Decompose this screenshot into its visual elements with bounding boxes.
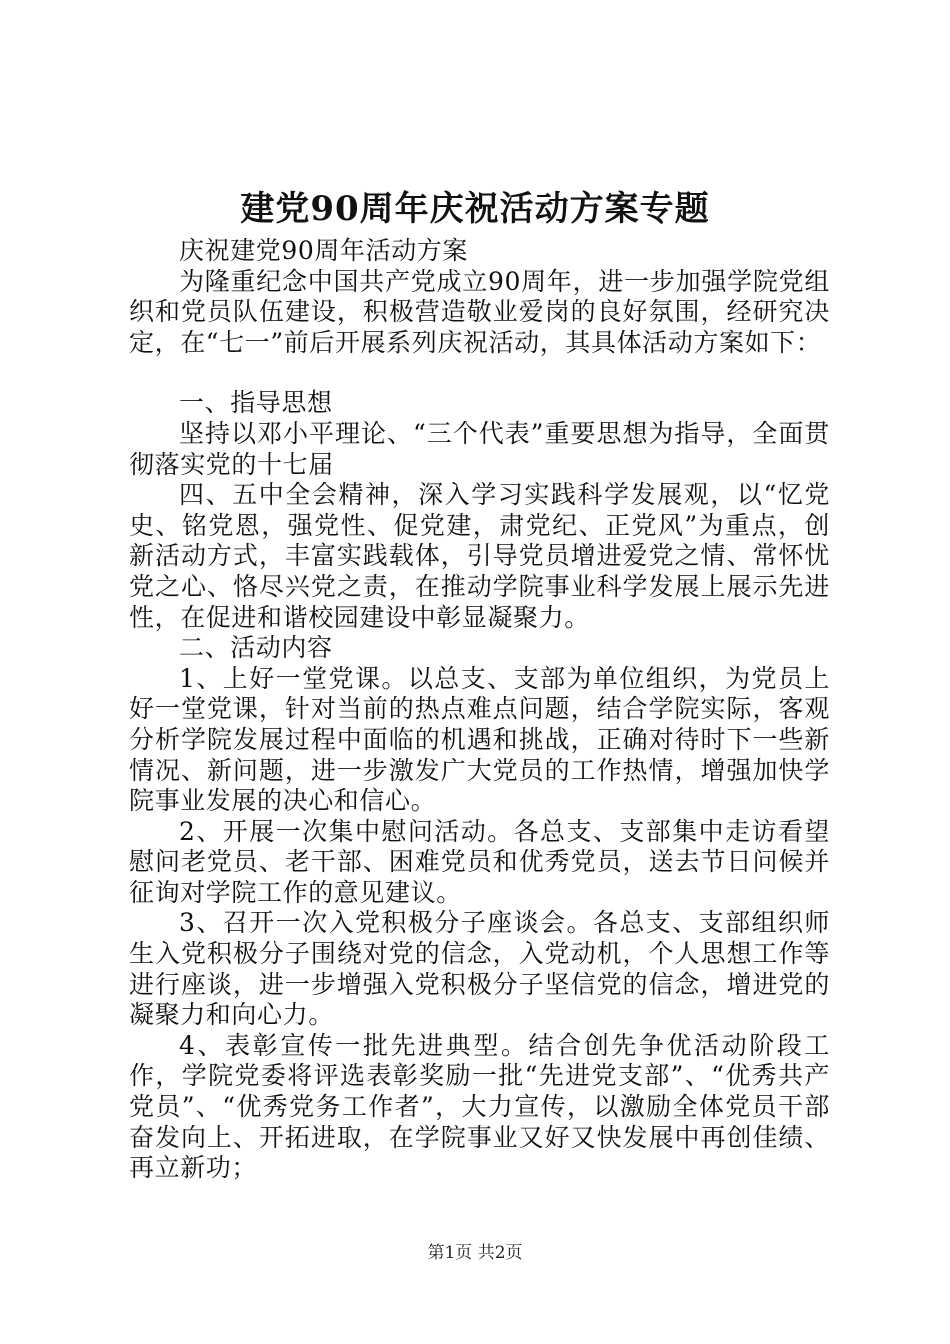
paragraph-activity-3: 3、召开一次入党积极分子座谈会。各总支、支部组织师生入党积极分子围绕对党的信念，入党动机，个人思想工作等进行座谈，进一步增强入党积极分子坚信党的信念，增进党的凝聚力和向心力。 xyxy=(129,908,830,1030)
section-heading-guiding-ideology: 一、指导思想 xyxy=(179,388,333,418)
page-number-footer: 第1页 共2页 xyxy=(427,1243,523,1263)
document-body xyxy=(129,236,830,1184)
paragraph-activity-4: 4、表彰宣传一批先进典型。结合创先争优活动阶段工作，学院党委将评选表彰奖励一批“先进党支部”、“优秀共产党员”、“优秀党务工作者”，大力宣传，以激励全体党员干部奋发向上、开拓进取，在学院事业又好又快发展中再创佳绩、再立新功； xyxy=(129,1030,830,1183)
paragraph-intro: 为隆重纪念中国共产党成立90周年，进一步加强学院党组织和党员队伍建设，积极营造敬业爱岗的良好氛围，经研究决定，在“七一”前后开展系列庆祝活动，其具体活动方案如下： xyxy=(129,266,830,357)
section-heading-activities: 二、活动内容 xyxy=(179,633,333,663)
paragraph-activity-2: 2、开展一次集中慰问活动。各总支、支部集中走访看望慰问老党员、老干部、困难党员和优秀党员，送去节日问候并征询对学院工作的意见建议。 xyxy=(129,816,830,907)
paragraph-activity-1: 1、上好一堂党课。以总支、支部为单位组织，为党员上好一堂党课，针对当前的热点难点问题，结合学院实际，客观分析学院发展过程中面临的机遇和挑战，正确对待时下一些新情况、新问题，进一步激发广大党员的工作热情，增强加快学院事业发展的决心和信心。 xyxy=(129,663,830,816)
paragraph-subtitle: 庆祝建党90周年活动方案 xyxy=(179,236,469,265)
paragraph-guiding-ideology-2: 四、五中全会精神，深入学习实践科学发展观，以“忆党史、铭党恩，强党性、促党建，肃党纪、正党风”为重点，创新活动方式，丰富实践载体，引导党员增进爱党之情、常怀忧党之心、恪尽兴党之责，在推动学院事业科学发展上展示先进性，在促进和谐校园建设中彰显凝聚力。 xyxy=(129,480,830,632)
document-title: 建党90周年庆祝活动方案专题 xyxy=(240,189,710,229)
paragraph-guiding-ideology-1: 坚持以邓小平理论、“三个代表”重要思想为指导，全面贯彻落实党的十七届 xyxy=(129,418,830,479)
